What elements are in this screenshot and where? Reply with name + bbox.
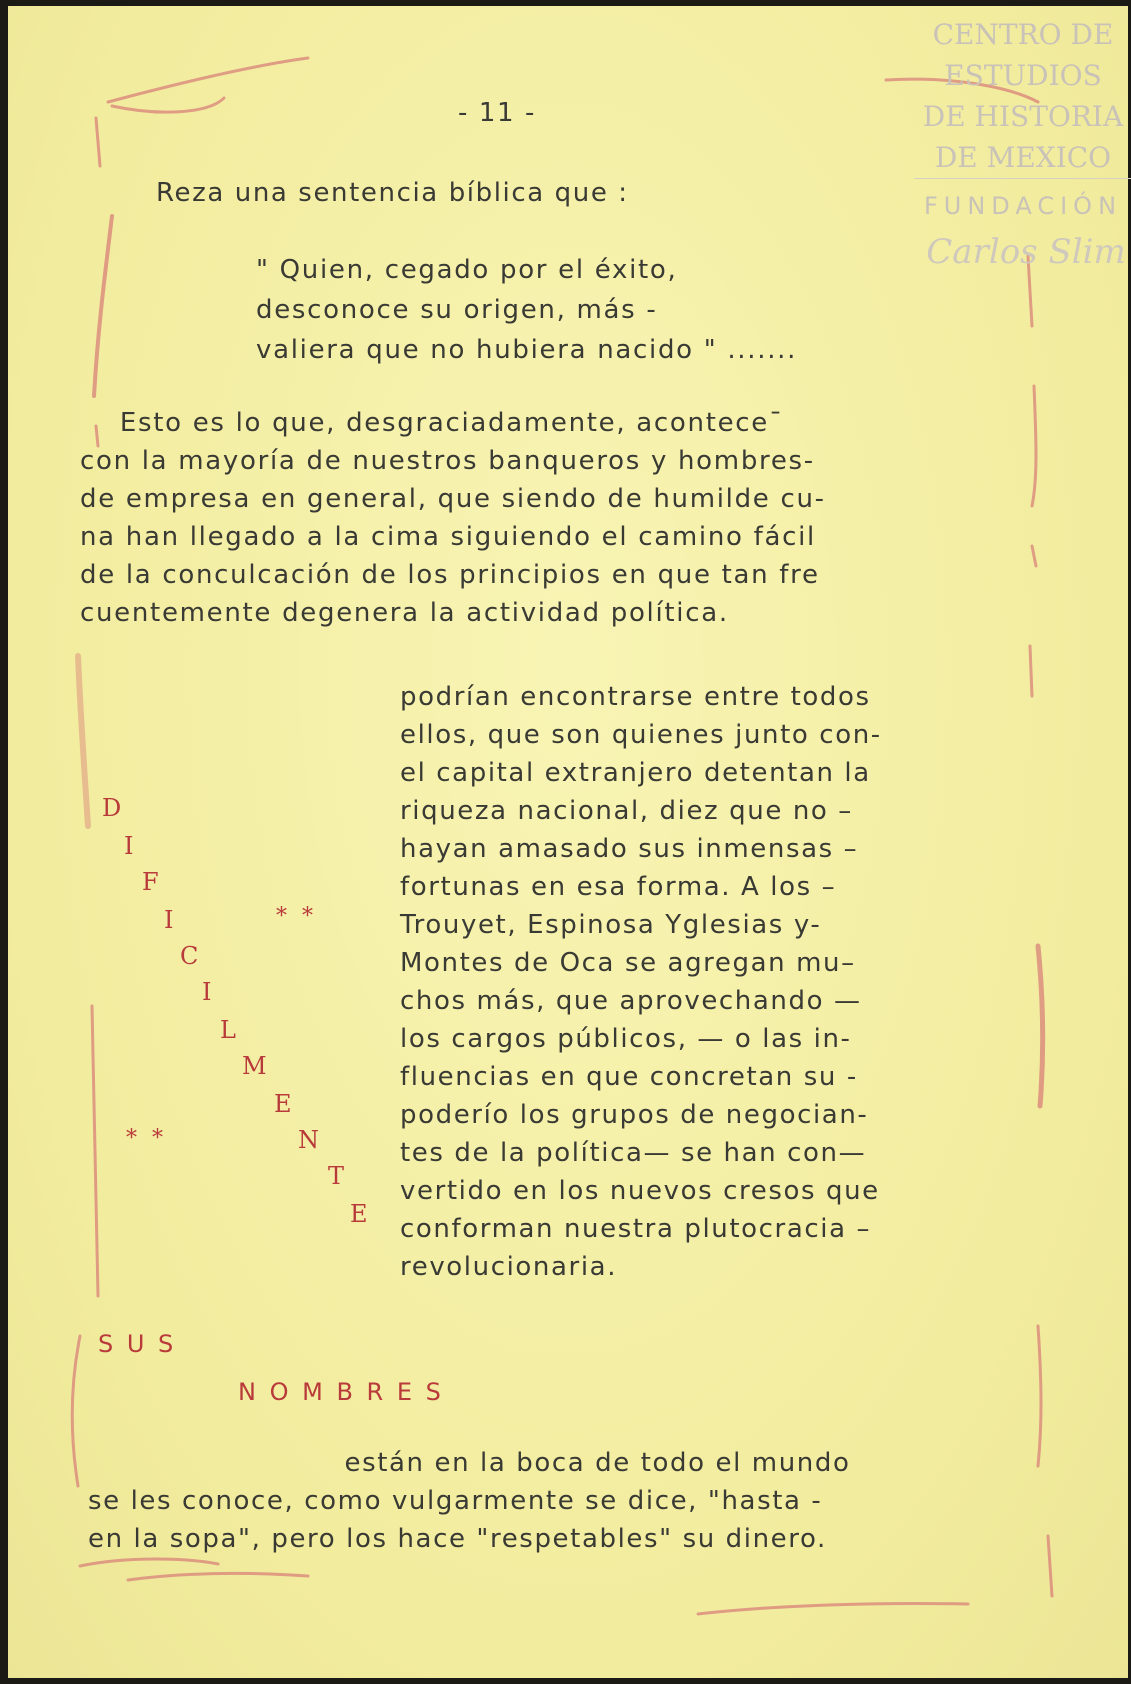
column-line: fortunas en esa forma. A los – [400, 872, 837, 902]
quote-block [256, 250, 797, 370]
stamp-signature: Carlos Slim [926, 232, 1126, 272]
body-line: cuentemente degenera la actividad política. [80, 598, 729, 628]
quote-line: valiera que no hubiera nacido " ....... [256, 335, 798, 365]
column-line: el capital extranjero detentan la [400, 758, 871, 788]
diagonal-letter: I [124, 832, 134, 860]
stamp-divider [914, 178, 1131, 179]
column-paragraph [400, 678, 882, 1286]
column-line: fluencias en que concretan su - [400, 1062, 858, 1092]
final-paragraph [88, 1444, 850, 1558]
final-line: se les conoce, como vulgarmente se dice, "hasta - [88, 1486, 823, 1516]
body-line: de la conculcación de los principios en que tan fre [80, 560, 820, 590]
column-line: Montes de Oca se agregan mu– [400, 948, 856, 978]
column-line: vertido en los nuevos cresos que [400, 1176, 880, 1206]
body-line: de empresa en general, que siendo de humilde cu- [80, 484, 826, 514]
diagonal-letter: D [102, 794, 122, 822]
diagonal-letter: E [274, 1090, 292, 1118]
heading-nombres: N O M B R E S [238, 1378, 444, 1406]
diagonal-letter: M [242, 1052, 267, 1080]
column-line: chos más, que aprovechando — [400, 986, 862, 1016]
column-line: Trouyet, Espinosa Yglesias y- [400, 910, 822, 940]
diagonal-letter: L [220, 1016, 236, 1044]
quote-line: desconoce su origen, más - [256, 295, 658, 325]
diagonal-letter: I [164, 906, 174, 934]
body-line: Esto es lo que, desgraciadamente, aconteceˉ [80, 408, 784, 438]
heading-sus: S U S [98, 1330, 177, 1358]
intro-line: Reza una sentencia bíblica que : [156, 178, 629, 208]
archive-stamp [910, 14, 1131, 178]
stamp-line: CENTRO DE [932, 18, 1114, 51]
column-line: conforman nuestra plutocracia – [400, 1214, 872, 1244]
stamp-line: DE MEXICO [934, 141, 1112, 174]
column-line: riqueza nacional, diez que no – [400, 796, 853, 826]
column-line: ellos, que son quienes junto con- [400, 720, 882, 750]
final-line: en la sopa", pero los hace "respetables" su dinero. [88, 1524, 827, 1554]
diagonal-letter: N [298, 1126, 319, 1154]
final-line: están en la boca de todo el mundo [88, 1448, 851, 1478]
stamp-line: ESTUDIOS [944, 59, 1102, 92]
stamp-line: DE HISTORIA [922, 100, 1124, 133]
column-line: los cargos públicos, — o las in- [400, 1024, 852, 1054]
diagonal-letter: F [142, 868, 159, 896]
stamp-foundation: FUNDACIÓN [923, 192, 1123, 220]
asterisks: * * [276, 904, 317, 929]
body-line: na han llegado a la cima siguiendo el camino fácil [80, 522, 816, 552]
diagonal-letter: C [180, 942, 199, 970]
column-line: revolucionaria. [400, 1252, 618, 1282]
diagonal-letter: I [202, 978, 212, 1006]
document-page [8, 6, 1128, 1678]
body-paragraph [80, 404, 826, 632]
body-line: con la mayoría de nuestros banqueros y hombres- [80, 446, 815, 476]
column-line: podrían encontrarse entre todos [400, 682, 871, 712]
quote-line: " Quien, cegado por el éxito, [256, 255, 678, 285]
column-line: poderío los grupos de negocian- [400, 1100, 869, 1130]
column-line: tes de la política— se han con— [400, 1138, 867, 1168]
diagonal-letter: E [350, 1200, 368, 1228]
asterisks: * * [126, 1126, 167, 1151]
column-line: hayan amasado sus inmensas – [400, 834, 859, 864]
diagonal-letter: T [328, 1162, 345, 1190]
page-number: - 11 - [458, 98, 536, 128]
